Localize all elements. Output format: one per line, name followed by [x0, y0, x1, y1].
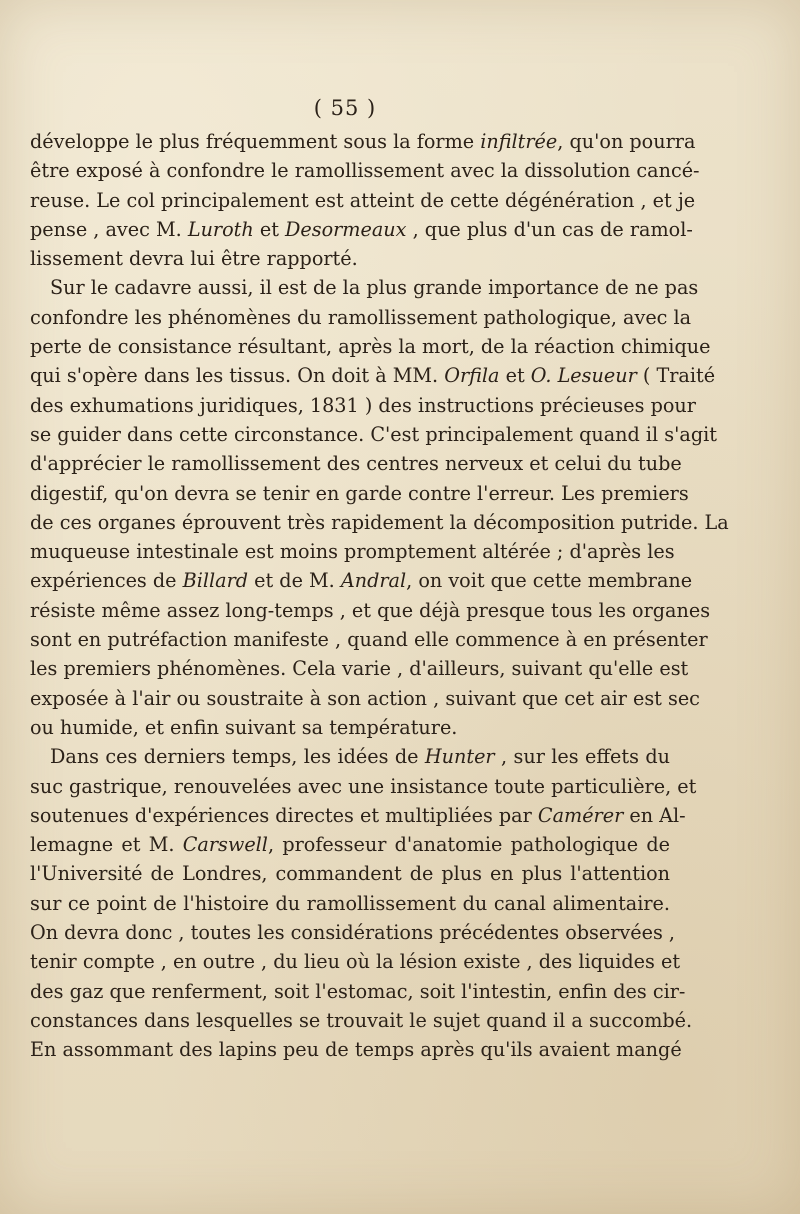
text-line — [30, 830, 670, 859]
text-segment: et — [499, 364, 531, 388]
text-line — [30, 420, 717, 449]
text-line — [30, 508, 729, 537]
text-segment: , on voit que cette membrane — [406, 569, 693, 593]
italic-name: Desormeaux — [285, 217, 407, 241]
text-segment: et — [253, 217, 285, 241]
text-line — [30, 449, 682, 478]
italic-name: Orfila — [444, 364, 500, 388]
text-segment: , qu'on pourra — [557, 130, 696, 153]
text-segment: se guider dans cette circonstance. C'est principalement quand il s'agit — [30, 422, 717, 446]
text-segment: de ces organes éprouvent très rapidement la décomposition putride. La — [30, 510, 729, 534]
text-segment: exposée à l'air ou soustraite à son action , suivant que cet air est sec — [30, 686, 700, 710]
text-line — [30, 156, 700, 185]
text-segment: Dans ces derniers temps, les idées de — [50, 745, 425, 769]
text-segment: et de M. — [248, 569, 341, 593]
text-segment: , professeur d'anatomie pathologique de — [267, 833, 670, 857]
text-segment: d'apprécier le ramollissement des centres nerveux et celui du tube — [30, 452, 682, 476]
text-line — [30, 479, 689, 508]
text-line — [30, 625, 708, 654]
text-line — [30, 772, 697, 801]
text-line — [30, 215, 693, 244]
text-segment: muqueuse intestinale est moins promptement altérée ; d'après les — [30, 540, 675, 564]
text-line — [30, 1006, 693, 1035]
text-segment: tenir compte , en outre , du lieu où la lésion existe , des liquides et — [30, 950, 681, 974]
text-line — [30, 566, 693, 595]
italic-name: Billard — [182, 569, 249, 593]
text-line — [30, 537, 675, 566]
text-segment: digestif, qu'on devra se tenir en garde contre l'erreur. Les premiers — [30, 481, 689, 505]
text-line — [30, 684, 700, 713]
text-segment: sur ce point de l'histoire du ramollissement du canal alimentaire. — [30, 891, 670, 915]
text-segment: soutenues d'expériences directes et multipliées par — [30, 803, 538, 827]
text-line — [30, 947, 681, 976]
text-segment: sont en putréfaction manifeste , quand elle commence à en présenter — [30, 628, 708, 652]
text-line — [30, 186, 696, 215]
text-segment: lemagne et M. — [30, 833, 183, 857]
text-segment: reuse. Le col principalement est atteint de cette dégénération , et je — [30, 188, 696, 212]
text-segment: Sur le cadavre aussi, il est de la plus grande importance de ne pas — [50, 276, 699, 300]
text-segment: pense , avec M. — [30, 217, 188, 241]
italic-name: Luroth — [187, 217, 254, 241]
text-line — [30, 391, 696, 420]
text-line — [30, 713, 670, 742]
text-segment: ( Traité — [636, 364, 716, 388]
text-segment: les premiers phénomènes. Cela varie , d'ailleurs, suivant qu'elle est — [30, 657, 689, 681]
text-segment: suc gastrique, renouvelées avec une insistance toute particulière, et — [30, 774, 697, 798]
text-line — [30, 127, 696, 156]
italic-name: Andral — [340, 569, 407, 593]
text-segment: être exposé à confondre le ramollissement avec la dissolution cancé- — [30, 159, 700, 183]
italic-name: infiltrée — [480, 130, 558, 153]
text-line — [30, 977, 686, 1006]
text-line — [30, 361, 716, 390]
text-line — [30, 889, 670, 918]
text-segment: lissement devra lui être rapporté. — [30, 247, 358, 271]
text-line — [30, 303, 692, 332]
text-segment: En assommant des lapins peu de temps après qu'ils avaient mangé — [30, 1038, 682, 1062]
page-number: ( 55 ) — [313, 96, 377, 120]
text-line — [30, 332, 711, 361]
italic-name: Camérer — [537, 803, 624, 827]
text-segment: qui s'opère dans les tissus. On doit à MM. — [30, 364, 445, 388]
italic-name: Carswell — [182, 833, 268, 857]
italic-name: O. Lesueur — [530, 364, 637, 388]
text-segment: ou humide, et enfin suivant sa température. — [30, 715, 458, 739]
text-segment: en Al- — [623, 803, 686, 827]
text-segment: perte de consistance résultant, après la mort, de la réaction chimique — [30, 335, 711, 359]
text-line — [30, 742, 670, 771]
text-segment: On devra donc , toutes les considérations précédentes observées , — [30, 921, 675, 945]
text-line — [30, 654, 689, 683]
text-segment: constances dans lesquelles se trouvait le sujet quand il a succombé. — [30, 1008, 693, 1032]
body-text — [30, 127, 729, 1065]
text-line — [30, 273, 699, 302]
text-segment: des gaz que renferment, soit l'estomac, soit l'intestin, enfin des cir- — [30, 979, 686, 1003]
text-line — [30, 801, 686, 830]
text-line — [30, 918, 675, 947]
text-segment: des exhumations juridiques, 1831 ) des instructions précieuses pour — [30, 393, 696, 417]
text-line — [30, 596, 711, 625]
text-segment: développe le plus fréquemment sous la forme — [30, 130, 481, 153]
text-segment: , que plus d'un cas de ramol- — [406, 217, 693, 241]
italic-name: Hunter — [424, 745, 495, 769]
text-segment: expériences de — [30, 569, 183, 593]
text-segment: l'Université de Londres, commandent de plus en plus l'attention — [30, 862, 670, 886]
text-line — [30, 244, 670, 273]
text-segment: , sur les effets du — [494, 745, 670, 769]
text-segment: confondre les phénomènes du ramollissement pathologique, avec la — [30, 305, 692, 329]
text-line — [30, 1035, 682, 1064]
text-line — [30, 859, 670, 888]
text-segment: résiste même assez long-temps , et que déjà presque tous les organes — [30, 598, 711, 622]
